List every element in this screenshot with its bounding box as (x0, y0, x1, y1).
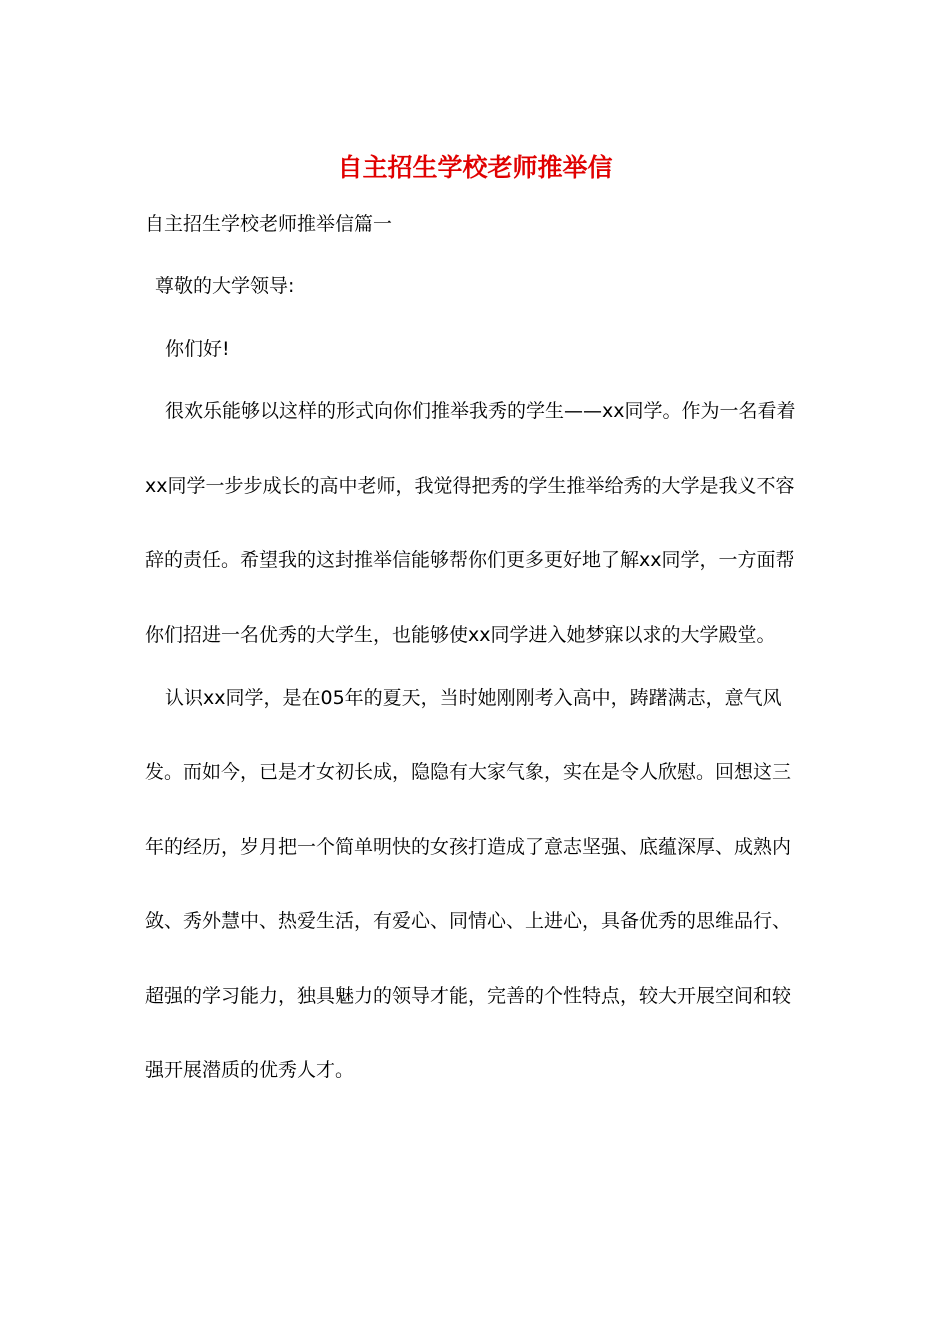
body-line: 超强的学习能力，独具魅力的领导才能，完善的个性特点，较大开展空间和较 (145, 985, 792, 1007)
body-line: 辞的责任。希望我的这封推举信能够帮你们更多更好地了解xx同学，一方面帮 (145, 549, 795, 571)
body-line: 强开展潜质的优秀人才。 (145, 1059, 355, 1081)
body-line: 发。而如今，已是才女初长成，隐隐有大家气象，实在是令人欣慰。回想这三 (145, 761, 792, 783)
body-line: 很欢乐能够以这样的形式向你们推举我秀的学生——xx同学。作为一名看着 (165, 400, 796, 422)
body-line: xx同学一步步成长的高中老师，我觉得把秀的学生推举给秀的大学是我义不容 (145, 475, 795, 497)
salutation: 尊敬的大学领导: (155, 275, 295, 297)
body-line: 敛、秀外慧中、热爱生活，有爱心、同情心、上进心，具备优秀的思维品行、 (145, 910, 792, 932)
greeting: 你们好! (165, 338, 230, 360)
body-line: 认识xx同学，是在05年的夏天，当时她刚刚考入高中，踌躇满志，意气风 (165, 687, 782, 709)
document-title: 自主招生学校老师推举信 (337, 153, 613, 182)
body-line: 你们招进一名优秀的大学生，也能够使xx同学进入她梦寐以求的大学殿堂。 (145, 624, 776, 646)
body-line: 年的经历，岁月把一个简单明快的女孩打造成了意志坚强、底蕴深厚、成熟内 (145, 836, 792, 858)
section-heading: 自主招生学校老师推举信篇一 (145, 213, 393, 235)
